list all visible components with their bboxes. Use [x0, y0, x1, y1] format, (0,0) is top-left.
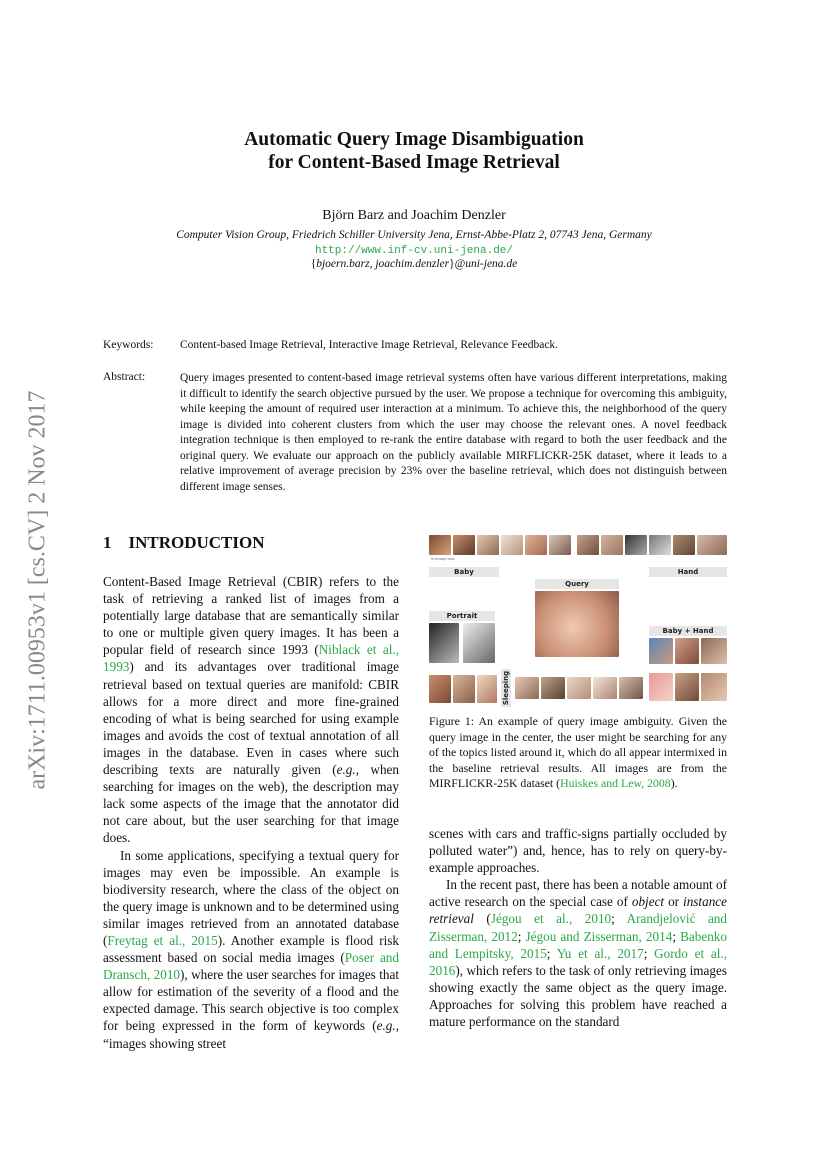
- portrait-thumb-5: [477, 675, 497, 703]
- section-number: 1: [103, 533, 112, 552]
- intro-paragraph-2: In some applications, specifying a textual query for images may even be impossible. An example is biodiversity research, where the class of the object on the query image is unknown and to be determined using similar images retrieved from an annotated database (Freytag et al., 2015). Another example is flood risk assessment based on social media images (Poser and Dransch, 2010), where the user searches for images that allow for estimation of the severity of a flood and the expected damage. This search objective is too complex for being expressed in the form of keywords (e.g., “images showing street: [103, 847, 399, 1051]
- sleeping-thumb-2: [541, 677, 565, 699]
- portrait-thumb-1: [429, 623, 459, 663]
- baby-thumb-5: [525, 535, 547, 555]
- intro-paragraph-3: scenes with cars and traffic-signs partially occluded by polluted water”) and, hence, has to rely on query-by-example approaches.: [429, 826, 727, 876]
- portrait-thumb-3: [429, 675, 451, 703]
- baby-hand-thumb-3: [701, 638, 727, 664]
- sleeping-thumb-4: [593, 677, 617, 699]
- sleeping-thumb-3: [567, 677, 591, 699]
- baby-hand-thumb-2: [675, 638, 699, 664]
- section-title: INTRODUCTION: [128, 533, 265, 552]
- arxiv-stamp: [14, 330, 62, 850]
- sleeping-thumb-1: [515, 677, 539, 699]
- left-column: [103, 573, 399, 1052]
- authors: Björn Barz and Joachim Denzler: [322, 208, 506, 223]
- baby-thumb-6: [549, 535, 571, 555]
- email-names: bjoern.barz, joachim.denzler: [316, 258, 450, 270]
- label-hand: Hand: [649, 567, 727, 577]
- baby-thumb-2: [453, 535, 475, 555]
- intro-paragraph-1: Content-Based Image Retrieval (CBIR) refers to the task of retrieving a ranked list of images from a potentially large database that are semantically similar to one or multiple given query images. It has been a popular field of research since 1993 (Niblack et al., 1993) and its advantages over traditional image retrieval based on textual queries are manifold: CBIR allows for a more direct and more fine-grained encoding of what is being searched for using example images and avoids the cost of textual annotation of all images in the database. Even in cases where such describing texts are naturally given (e.g., when searching for images on the web), the description may lack some aspects of the image that the annotator did not care about, but the user searching for that image does.: [103, 574, 399, 846]
- hand-thumb-5: [673, 535, 695, 555]
- email-domain: @uni-jena.de: [454, 258, 518, 270]
- citation-jegou-2014[interactable]: Jégou and Zisserman, 2014: [525, 928, 673, 944]
- portrait-thumb-2: [463, 623, 495, 663]
- homepage-url[interactable]: http://www.inf-cv.uni-jena.de/: [314, 245, 514, 257]
- citation-gordo[interactable]: Gordo et al., 2016: [429, 945, 727, 978]
- label-portrait: Portrait: [429, 611, 495, 621]
- sleeping-thumb-5: [619, 677, 643, 699]
- citation-huiskes[interactable]: Huiskes and Lew, 2008: [560, 776, 671, 790]
- figure-1: [429, 535, 727, 707]
- email-brace-open: {: [310, 258, 317, 270]
- hand-thumb-4: [649, 535, 671, 555]
- homepage-link[interactable]: [100, 245, 728, 257]
- abstract-text: Query images presented to content-based image retrieval systems often have various different interpretations, making it difficult to identify the search objective pursued by the user. We propose a technique for overcoming this ambiguity, while keeping the amount of required user interaction at a minimum. To achieve this, the neighborhood of the query image is divided into coherent clusters from which the user may choose the relevant ones. A novel feedback integration technique is then employed to re-rank the entire database with regard to both the user feedback and the original query. We evaluate our approach on the publicly available MIRFLICKR-25K dataset, where it leads to a relative improvement of average precision by 23% over the baseline retrieval, which does not distinguish between different image senses.: [180, 372, 727, 493]
- baby-hand-thumb-5: [675, 673, 699, 701]
- arxiv-id: arXiv:1711.00953v1 [cs.CV] 2 Nov 2017: [24, 390, 51, 790]
- abstract-label: Abstract:: [103, 371, 146, 383]
- label-sleeping: Sleeping: [502, 670, 510, 706]
- keywords-text: Content-based Image Retrieval, Interactive Image Retrieval, Relevance Feedback.: [180, 339, 559, 351]
- citation-poser[interactable]: Poser and Dransch, 2010: [103, 950, 399, 983]
- right-column: [429, 825, 727, 1030]
- citation-jegou-2010[interactable]: Jégou et al., 2010: [490, 911, 612, 927]
- label-baby: Baby: [429, 567, 499, 577]
- citation-babenko[interactable]: Babenko and Lempitsky, 2015: [429, 928, 727, 961]
- intro-paragraph-4: In the recent past, there has been a notable amount of active research on the special case of object or instance retrieval (Jégou et al., 2010; Arandjelović and Zisserman, 2012; Jégou and Zisserman, 2014; Babenko and Lempitsky, 2015; Yu et al., 2017; Gordo et al., 2016), which refers to the task of only retrieving images showing exactly the same object as the query image. Approaches for solving this problem have reached a mature performance on the standard: [429, 877, 727, 1030]
- email-brace-close: }: [449, 258, 455, 270]
- hand-thumb-2: [601, 535, 623, 555]
- baby-hand-thumb-1: [649, 638, 673, 664]
- baby-thumb-1: [429, 535, 451, 555]
- hand-thumb-1: [577, 535, 599, 555]
- email-line: [100, 258, 728, 270]
- citation-freytag[interactable]: Freytag et al., 2015: [107, 932, 218, 948]
- section-heading: [103, 533, 265, 553]
- portrait-thumb-4: [453, 675, 475, 703]
- keywords-label: Keywords:: [103, 339, 154, 351]
- hand-thumb-6: [697, 535, 727, 555]
- figure-1-caption: Figure 1: An example of query image ambiguity. Given the query image in the center, the user might be searching for any of the topics listed around it, which do all appear intermixed in the baseline retrieval results. All images are from the MIRFLICKR-25K dataset (Huiskes and Lew, 2008).: [429, 714, 727, 790]
- baby-hand-thumb-4: [649, 673, 673, 701]
- title-line-2: for Content-Based Image Retrieval: [268, 152, 560, 173]
- citation-niblack[interactable]: Niblack et al., 1993: [103, 642, 399, 675]
- baby-thumb-3: [477, 535, 499, 555]
- hand-thumb-3: [625, 535, 647, 555]
- citation-yu[interactable]: Yu et al., 2017: [556, 945, 644, 961]
- label-query: Query: [535, 579, 619, 589]
- thumb-caption: in-image text: [431, 557, 455, 561]
- affiliation: Computer Vision Group, Friedrich Schiller University Jena, Ernst-Abbe-Platz 2, 07743 Jena, Germany: [176, 229, 652, 241]
- paper-title: [100, 128, 728, 174]
- citation-arandjelovic[interactable]: Arandjelović and Zisserman, 2012: [429, 911, 727, 944]
- label-baby-hand: Baby + Hand: [649, 626, 727, 636]
- title-line-1: Automatic Query Image Disambiguation: [244, 129, 584, 150]
- baby-hand-thumb-6: [701, 673, 727, 701]
- baby-thumb-4: [501, 535, 523, 555]
- query-image: [535, 591, 619, 657]
